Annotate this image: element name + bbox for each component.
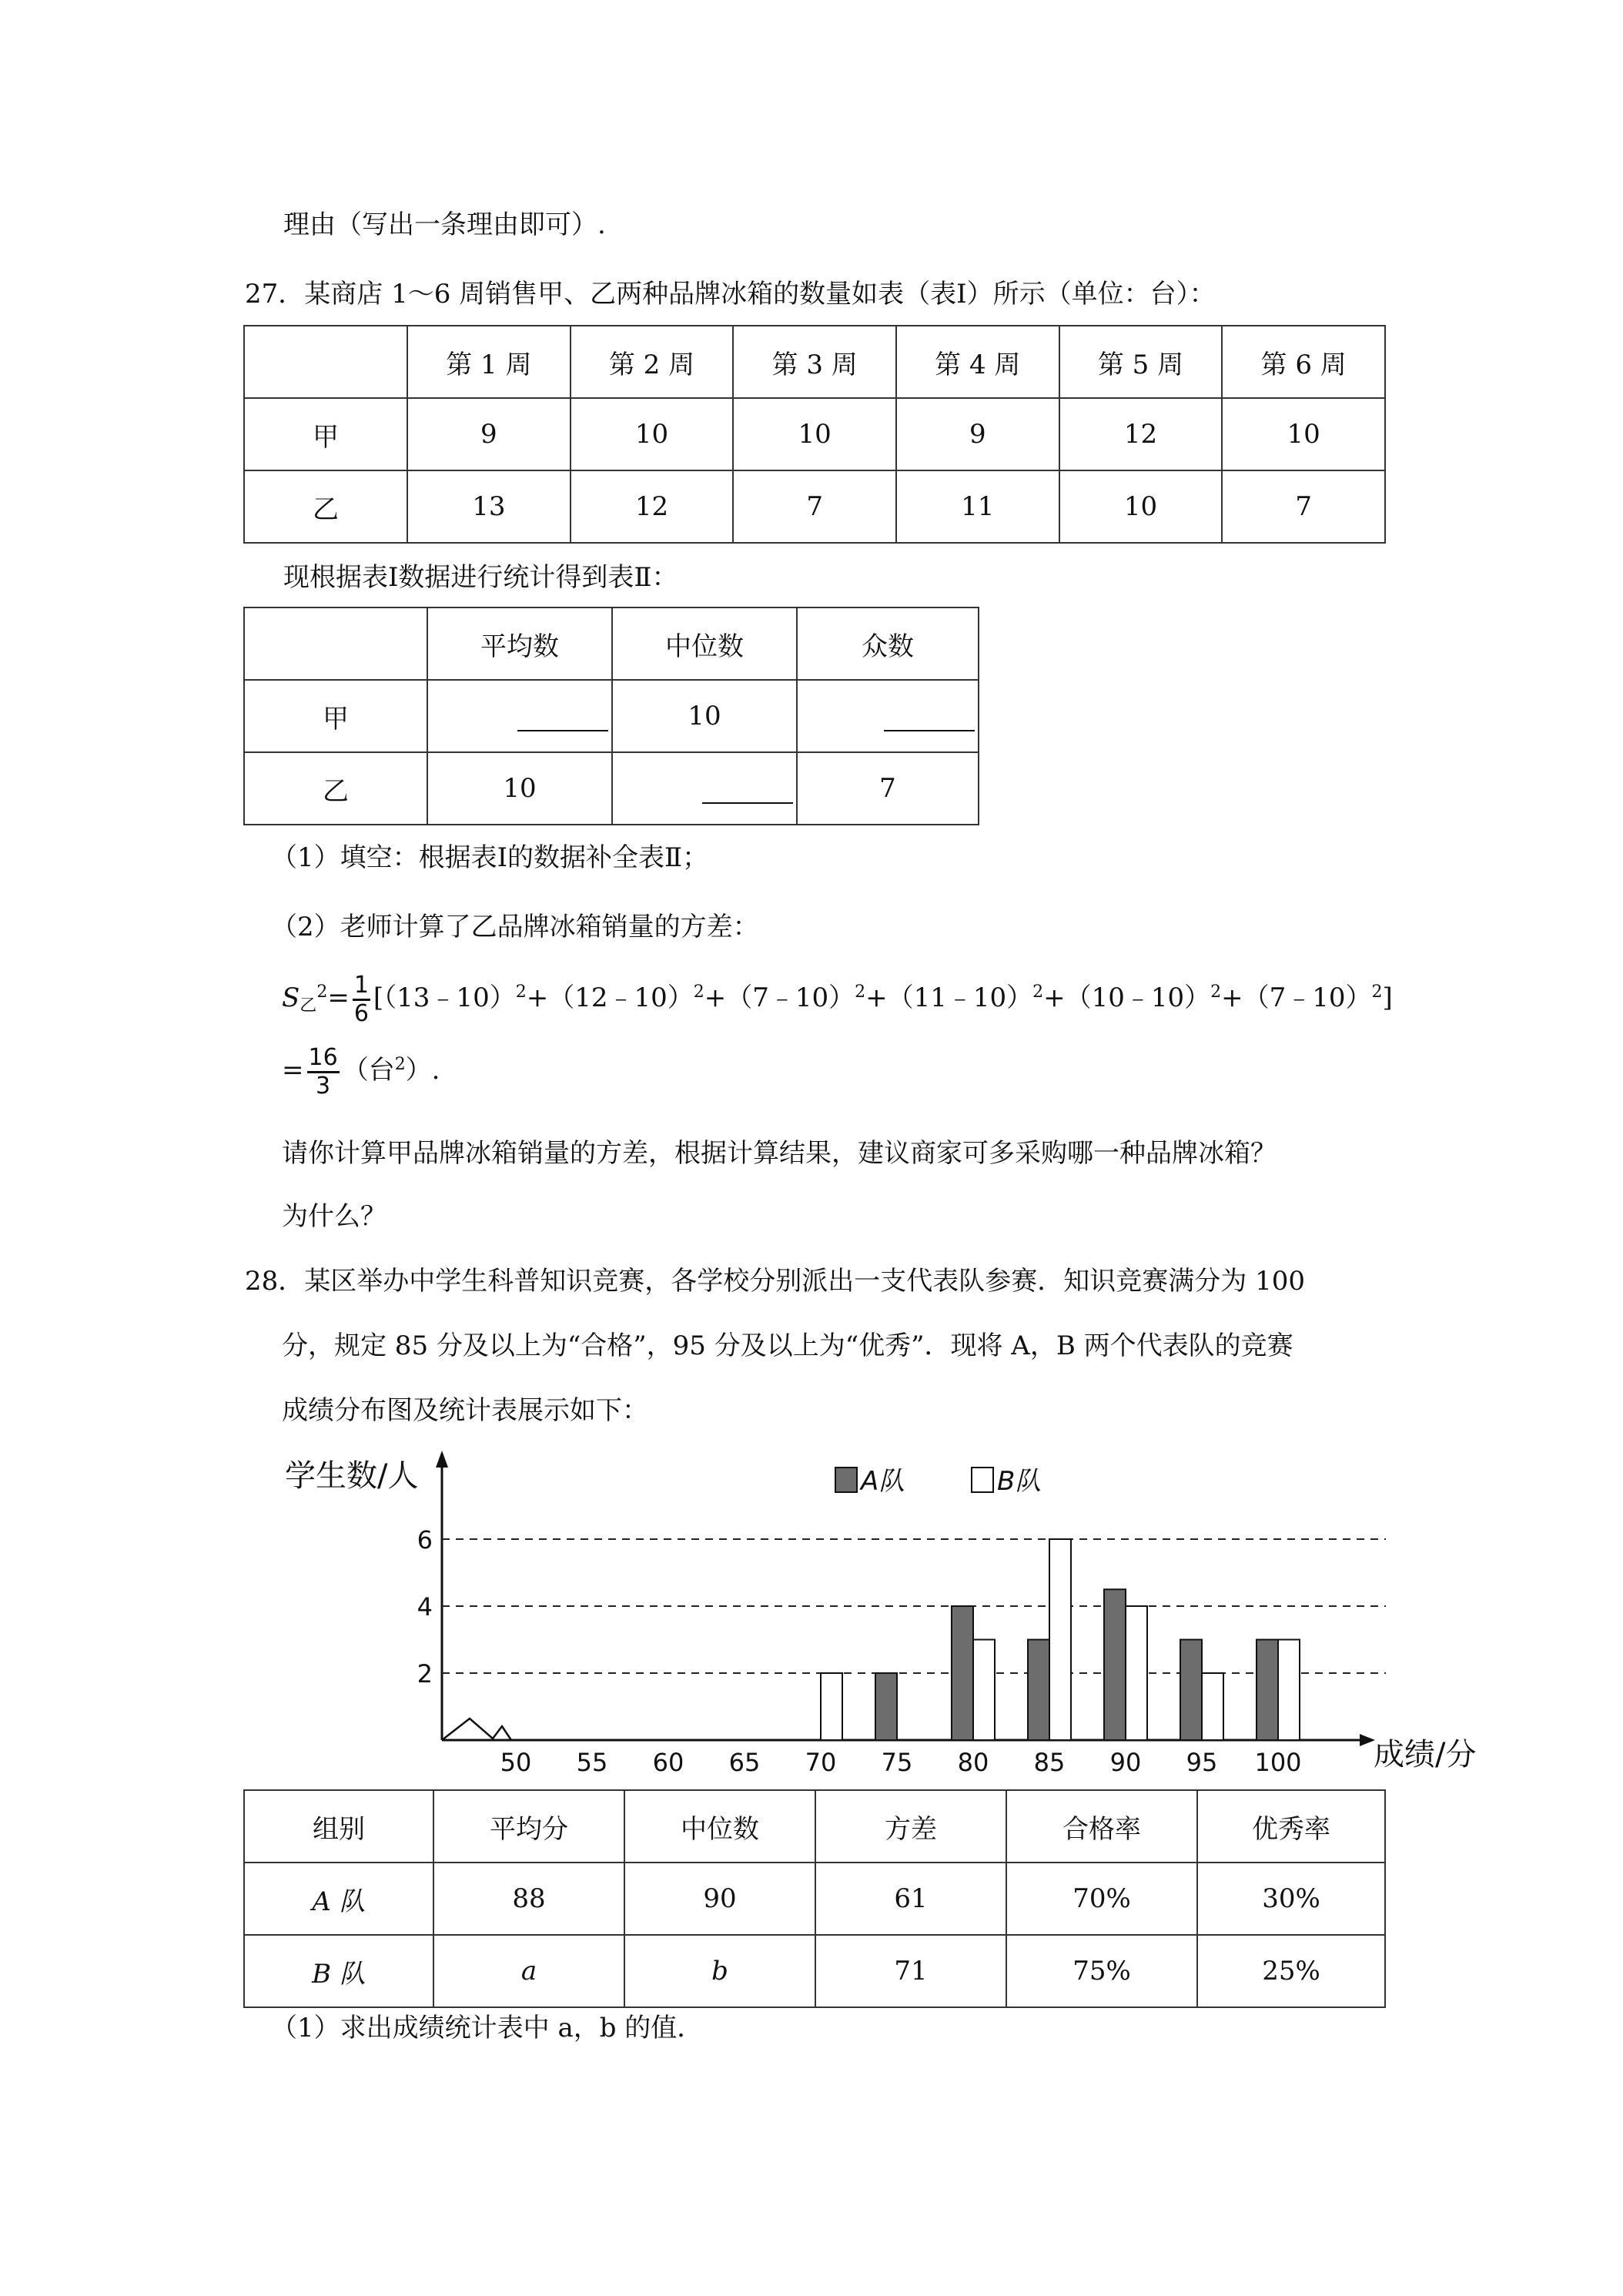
axis-break-mark <box>442 1719 511 1740</box>
q28-cell: 71 <box>815 1935 1006 2007</box>
table2-cell: 10 <box>427 752 612 825</box>
x-tick-label: 85 <box>1033 1748 1066 1777</box>
table-row <box>244 470 1385 543</box>
formula-sup: 2 <box>1032 982 1044 1002</box>
legend-swatch-b <box>972 1468 993 1492</box>
q28-part1: （1）求出成绩统计表中 a，b 的值． <box>271 2013 704 2043</box>
x-tick-label: 70 <box>805 1748 837 1777</box>
q28-cell: 25% <box>1197 1935 1385 2007</box>
table1-cell: 7 <box>733 470 896 543</box>
q28-cell: a <box>433 1935 624 2007</box>
x-tick-label: 80 <box>957 1748 989 1777</box>
q28-cell: 88 <box>433 1863 624 1935</box>
q28-cell: 90 <box>624 1863 815 1935</box>
table2-header-cell: 中位数 <box>612 607 797 680</box>
table1-cell: 13 <box>407 470 571 543</box>
y-tick-label: 2 <box>417 1659 433 1689</box>
table1-header-cell: 第 2 周 <box>571 326 734 398</box>
formula-sup: 2 <box>515 982 527 1002</box>
score-distribution-chart <box>0 1432 1623 1786</box>
table1-header-cell: 第 4 周 <box>896 326 1059 398</box>
result-unit-open: （台 <box>342 1055 395 1086</box>
table2-cell: 甲 <box>244 680 427 752</box>
table-row <box>244 398 1385 470</box>
q27-ask-line2: 为什么？ <box>282 1201 387 1232</box>
formula-term: +（10﹣10） <box>1043 982 1211 1013</box>
x-tick-label: 55 <box>576 1748 608 1777</box>
y-tick-label: 6 <box>417 1525 433 1555</box>
table1-cell: 7 <box>1222 470 1385 543</box>
table1-cell: 9 <box>407 398 571 470</box>
formula-fraction <box>353 972 370 1027</box>
table1-cell: 11 <box>896 470 1059 543</box>
result-unit-close: ）. <box>405 1055 440 1086</box>
bar-a <box>875 1673 897 1740</box>
y-axis-arrow <box>436 1451 448 1468</box>
bar-a <box>1257 1640 1278 1741</box>
q27-part2: （2）老师计算了乙品牌冰箱销量的方差： <box>271 912 759 942</box>
q28-cell: 30% <box>1197 1863 1385 1935</box>
q28-header-cell: 合格率 <box>1006 1790 1197 1863</box>
y-axis-title: 学生数/人 <box>285 1458 419 1494</box>
q28-cell: 61 <box>815 1863 1006 1935</box>
table2-header-cell: 平均数 <box>427 607 612 680</box>
formula-open: [ <box>373 982 384 1013</box>
x-tick-label: 90 <box>1109 1748 1142 1777</box>
result-eq: = <box>282 1055 304 1086</box>
table2-cell: 乙 <box>244 752 427 825</box>
table1-header-cell <box>244 326 407 398</box>
q28-cell: b <box>624 1935 815 2007</box>
table-row <box>244 1863 1385 1935</box>
q28-line1: 28．某区举办中学生科普知识竞赛，各学校分别派出一支代表队参赛．知识竞赛满分为 100 <box>245 1266 1305 1297</box>
x-tick-label: 50 <box>500 1748 532 1777</box>
bar-b <box>1049 1539 1071 1740</box>
q28-stats-table <box>243 1789 1386 2008</box>
table-row <box>244 680 979 752</box>
q28-line3: 成绩分布图及统计表展示如下： <box>282 1395 648 1426</box>
q27-ask-line1: 请你计算甲品牌冰箱销量的方差，根据计算结果，建议商家可多采购哪一种品牌冰箱？ <box>282 1138 1277 1169</box>
q28-header-cell: 中位数 <box>624 1790 815 1863</box>
q28-header-cell: 组别 <box>244 1790 433 1863</box>
table1-cell: 10 <box>1222 398 1385 470</box>
bar-a <box>1104 1589 1126 1740</box>
formula-eq: = <box>327 982 350 1013</box>
table1-cell: 乙 <box>244 470 407 543</box>
q28-cell: A 队 <box>244 1863 433 1935</box>
formula-term: +（12﹣10） <box>526 982 694 1013</box>
result-denominator: 3 <box>316 1072 331 1099</box>
q28-cell: 70% <box>1006 1863 1197 1935</box>
variance-formula <box>282 969 1393 1027</box>
answer-blank-mode-jia[interactable] <box>797 680 979 752</box>
x-axis-arrow <box>1360 1734 1375 1746</box>
q27-transition: 现根据表Ⅰ数据进行统计得到表Ⅱ： <box>283 562 678 593</box>
table1-cell: 9 <box>896 398 1059 470</box>
bar-a <box>952 1606 973 1740</box>
answer-blank-mean-jia[interactable] <box>427 680 612 752</box>
bar-b <box>1202 1673 1223 1740</box>
y-tick-label: 4 <box>417 1592 433 1622</box>
result-numerator: 16 <box>307 1045 340 1073</box>
x-tick-label: 60 <box>652 1748 684 1777</box>
table2-header-cell: 众数 <box>797 607 979 680</box>
table-row <box>244 1935 1385 2007</box>
formula-term: +（7﹣10） <box>1221 982 1372 1013</box>
x-tick-label: 95 <box>1186 1748 1218 1777</box>
formula-close: ] <box>1382 982 1393 1013</box>
bar-a <box>1180 1640 1202 1741</box>
variance-result <box>282 1041 440 1099</box>
formula-sup: 2 <box>1371 982 1383 1002</box>
table-row <box>244 752 979 825</box>
table2-cell: 10 <box>612 680 797 752</box>
q28-header-cell: 平均分 <box>433 1790 624 1863</box>
formula-sup: 2 <box>855 982 866 1002</box>
table1-cell: 12 <box>571 470 734 543</box>
q28-header-cell: 方差 <box>815 1790 1006 1863</box>
q27-table1 <box>243 325 1386 544</box>
formula-sup: 2 <box>693 982 704 1002</box>
legend-label-b: B队 <box>997 1466 1042 1497</box>
x-tick-label: 75 <box>881 1748 913 1777</box>
formula-term: +（11﹣10） <box>865 982 1033 1013</box>
q28-line2: 分，规定 85 分及以上为“合格”，95 分及以上为“优秀”．现将 A，B 两个代表队的竞赛 <box>282 1330 1293 1361</box>
formula-sup: 2 <box>1210 982 1222 1002</box>
table1-cell: 12 <box>1059 398 1223 470</box>
table1-header-cell: 第 6 周 <box>1222 326 1385 398</box>
x-tick-label: 100 <box>1254 1748 1302 1777</box>
table2-header-cell <box>244 607 427 680</box>
answer-blank-median-yi[interactable] <box>612 752 797 825</box>
table1-cell: 10 <box>571 398 734 470</box>
x-tick-label: 65 <box>728 1748 761 1777</box>
q28-cell: B 队 <box>244 1935 433 2007</box>
legend-swatch-a <box>835 1468 857 1492</box>
q28-cell: 75% <box>1006 1935 1197 2007</box>
table1-cell: 10 <box>733 398 896 470</box>
bar-b <box>1278 1640 1300 1741</box>
table1-header-cell: 第 5 周 <box>1059 326 1223 398</box>
formula-sub: 乙 <box>300 996 317 1016</box>
formula-sup: 2 <box>316 982 328 1002</box>
x-axis-title: 成绩/分 <box>1374 1737 1477 1772</box>
bar-b <box>1126 1606 1147 1740</box>
legend-label-a: A队 <box>861 1466 905 1497</box>
result-fraction <box>307 1045 340 1099</box>
formula-s: S <box>282 982 300 1013</box>
fraction-denominator: 6 <box>353 999 369 1027</box>
intro-line: 理由（写出一条理由即可）. <box>283 209 606 240</box>
q28-header-cell: 优秀率 <box>1197 1790 1385 1863</box>
table1-cell: 甲 <box>244 398 407 470</box>
table1-header-cell: 第 1 周 <box>407 326 571 398</box>
bar-b <box>821 1673 842 1740</box>
table1-cell: 10 <box>1059 470 1223 543</box>
formula-term: （13﹣10） <box>383 982 516 1013</box>
q27-part1: （1）填空：根据表Ⅰ的数据补全表Ⅱ； <box>271 842 709 873</box>
bar-b <box>973 1640 995 1741</box>
q27-table2 <box>243 607 979 825</box>
fraction-numerator: 1 <box>353 972 370 1001</box>
formula-sup: 2 <box>394 1055 406 1074</box>
bar-a <box>1028 1640 1049 1741</box>
q27-stem: 27．某商店 1～6 周销售甲、乙两种品牌冰箱的数量如表（表Ⅰ）所示（单位：台）： <box>245 279 1216 310</box>
table1-header-cell: 第 3 周 <box>733 326 896 398</box>
table2-cell: 7 <box>797 752 979 825</box>
formula-term: +（7﹣10） <box>704 982 855 1013</box>
